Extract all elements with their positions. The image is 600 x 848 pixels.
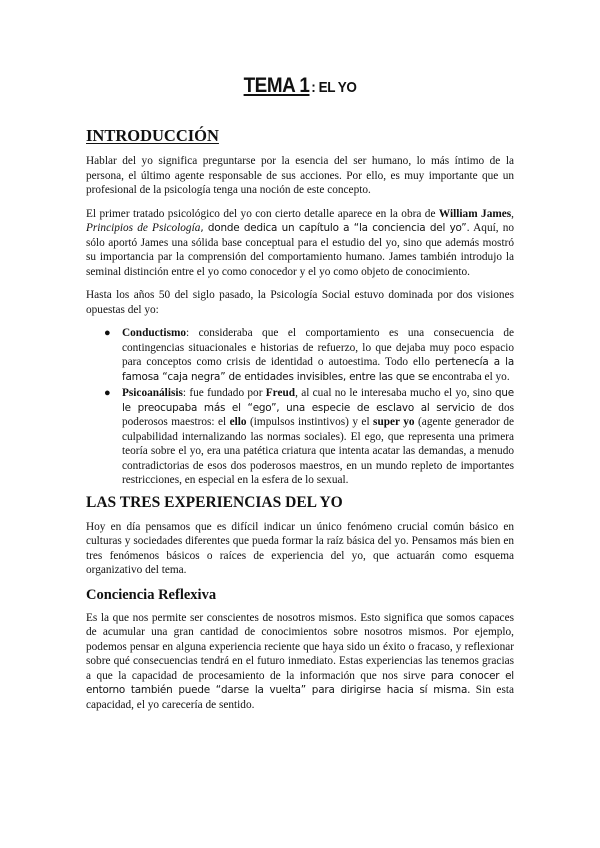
bullet-icon: ● xyxy=(104,327,111,339)
handwritten-text: para conocer el entorno también puede “darse la vuelta” para dirigirse hacia sí misma. xyxy=(86,669,514,696)
author-name: Freud xyxy=(265,387,296,399)
text-span: Sin esta capacidad, el yo carecería de sentido. xyxy=(86,684,514,711)
page-title xyxy=(107,74,492,98)
intro-paragraph-3: Hasta los años 50 del siglo pasado, la Psicología Social estuvo dominada por dos visiones opuestas del yo: xyxy=(86,289,514,316)
text-span: de dos poderosos maestros: el xyxy=(122,401,514,428)
text-span: : fue fundado por xyxy=(182,387,266,399)
list-term: Psicoanálisis xyxy=(122,387,183,399)
author-name: William James xyxy=(438,207,512,220)
text-span: Aquí, no sólo aportó James una sólida base conceptual para el estudio del yo, sino que además mostró su importancia par la comprensión del comportamiento humano. James también introdujo la seminal distinción entre el yo como conocedor y el yo como objeto de conocimiento. xyxy=(86,222,515,278)
intro-paragraph-1: Hablar del yo significa preguntarse por la esencia del ser humano, lo más íntimo de la persona, el último agente responsable de sus acciones. Por ello, es muy importante que un profesional de la psicología tenga una noción de este concepto. xyxy=(86,155,514,196)
term-ello: ello xyxy=(229,416,247,428)
visions-list xyxy=(86,326,514,488)
book-title: Principios de Psicología xyxy=(86,222,201,234)
text-span: encontraba el yo. xyxy=(429,370,510,383)
list-item-psicoanalisis xyxy=(104,386,515,488)
text-span: (impulsos instintivos) y el xyxy=(246,416,374,428)
list-item-conductismo xyxy=(104,326,514,384)
experiences-heading: LAS TRES EXPERIENCIAS DEL YO xyxy=(86,493,343,511)
handwritten-text: , donde dedica un capítulo a “la conciencia del yo”. xyxy=(200,222,470,234)
text-span: , xyxy=(511,207,514,220)
text-span: Es la que nos permite ser conscientes de nosotros mismos. Esto significa que somos capaces de acumular una gran cantidad de conocimientos sobre nosotros mismos. Por ejemplo, podemos pensar en alguna experiencia reciente que haya sido un éxito o fracaso, y reflexionar sobre qué consecuencias tendrá en el futuro inmediato. Estas experiencias las tenemos gracias a que la capacidad de procesamiento de la información que nos sirve xyxy=(86,611,514,682)
term-super-yo: super yo xyxy=(373,416,415,428)
title-topic-name: : EL YO xyxy=(311,79,357,96)
title-topic-number: TEMA 1 xyxy=(243,74,310,97)
reflexive-heading: Conciencia Reflexiva xyxy=(86,586,217,603)
handwritten-text: pertenecía a la famosa “caja negra” de entidades invisibles, entre las que se xyxy=(122,356,514,383)
intro-paragraph-2 xyxy=(86,207,514,280)
bullet-icon: ● xyxy=(104,387,111,399)
handwritten-text: que le preocupaba más el “ego”, una especie de esclavo al servicio xyxy=(122,387,515,414)
intro-heading: INTRODUCCIÓN xyxy=(86,126,219,145)
experiences-paragraph: Hoy en día pensamos que es difícil indicar un único fenómeno crucial común básico en culturas y sociedades diferentes que pueda formar la raíz básica del yo. Pensamos más bien en tres fenómenos básicos o raíces de experiencia del yo, que actuarán como esquema organizativo del tema. xyxy=(86,520,514,576)
text-span: (agente generador de culpabilidad internalizando las normas sociales). El ego, que representa una primera teoría sobre el yo, era una patética criatura que intenta acatar las demandas, a menudo contradictorias de esos dos poderosos maestros, en un mundo repleto de importantes restricciones, en especial en la esfera de lo sexual. xyxy=(122,416,515,486)
text-span: : consideraba que el comportamiento es una consecuencia de contingencias situacionales e historias de refuerzo, lo que dejaba muy poco espacio para conceptos como crisis de identidad o autoestima. Todo ello xyxy=(122,327,514,368)
text-span: El primer tratado psicológico del yo con cierto detalle aparece en la obra de xyxy=(86,207,439,220)
list-term: Conductismo xyxy=(122,327,187,339)
text-span: , al cual no le interesaba mucho el yo, sino xyxy=(295,387,496,399)
reflexive-paragraph xyxy=(86,611,514,713)
